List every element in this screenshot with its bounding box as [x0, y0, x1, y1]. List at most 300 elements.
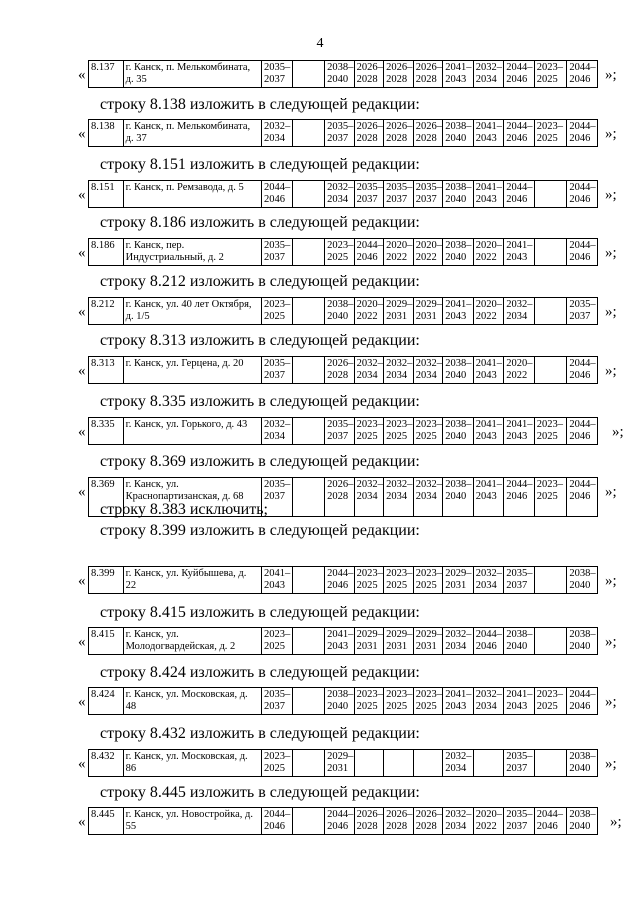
year-end: 2034	[475, 74, 497, 85]
year-range-cell	[473, 418, 504, 445]
year-end: 2037	[264, 370, 286, 381]
year-end: 2046	[356, 252, 378, 263]
year-start: 2020–	[475, 809, 502, 820]
year-start: 2041–	[506, 419, 533, 430]
year-range-cell	[473, 750, 504, 777]
year-range-cell	[354, 808, 384, 835]
year-range-cell	[292, 61, 325, 88]
year-range-cell	[413, 357, 443, 384]
year-end: 2022	[386, 252, 408, 263]
year-end: 2031	[386, 641, 408, 652]
year-start: 2035–	[506, 751, 533, 762]
year-range-cell	[567, 120, 598, 147]
year-end: 2025	[386, 431, 408, 442]
year-range-cell	[443, 61, 474, 88]
instruction-text: строку 8.383 исключить;	[100, 501, 268, 518]
year-range-cell	[534, 750, 567, 777]
table-row	[89, 628, 598, 655]
year-start: 2023–	[536, 62, 564, 73]
year-end: 2028	[327, 370, 349, 381]
year-start: 2023–	[415, 419, 442, 430]
year-range-cell	[534, 181, 567, 208]
year-range-cell	[384, 357, 414, 384]
year-range-cell	[354, 567, 384, 594]
schedule-table	[88, 627, 598, 655]
year-start: 2032–	[475, 689, 502, 700]
year-start: 2026–	[386, 809, 413, 820]
schedule-table	[88, 566, 598, 594]
year-end: 2040	[569, 821, 591, 832]
table-row	[89, 750, 598, 777]
year-start: 2041–	[475, 358, 502, 369]
year-range-cell	[354, 120, 384, 147]
year-range-cell	[504, 239, 535, 266]
year-end: 2034	[356, 370, 378, 381]
year-end: 2046	[475, 641, 497, 652]
year-start: 2044–	[569, 689, 596, 700]
year-start: 2023–	[327, 240, 354, 251]
year-start: 2029–	[327, 751, 354, 762]
year-range-cell	[262, 808, 293, 835]
address-cell: г. Канск, ул. Куйбышева, д. 22	[123, 567, 261, 594]
year-end: 2037	[506, 763, 528, 774]
year-end: 2037	[386, 194, 408, 205]
year-range-cell	[443, 750, 474, 777]
address-cell: г. Канск, п. Ремзавода, д. 5	[123, 181, 261, 208]
year-end: 2046	[569, 252, 591, 263]
year-end: 2028	[356, 133, 378, 144]
year-start: 2041–	[475, 419, 502, 430]
year-start: 2035–	[327, 121, 354, 132]
year-start: 2035–	[264, 62, 291, 73]
address-cell: г. Канск, п. Мелькомбината, д. 35	[123, 61, 261, 88]
year-end: 2040	[569, 763, 591, 774]
year-range-cell	[384, 61, 414, 88]
year-end: 2043	[506, 701, 528, 712]
table-row-block	[78, 297, 623, 323]
table-row-block	[78, 687, 623, 713]
year-start: 2038–	[445, 182, 472, 193]
year-range-cell	[354, 239, 384, 266]
year-start: 2041–	[445, 689, 472, 700]
year-end: 2025	[264, 641, 286, 652]
table-row-block	[78, 356, 623, 382]
year-range-cell	[504, 808, 535, 835]
year-range-cell	[473, 357, 504, 384]
year-end: 2034	[356, 491, 378, 502]
year-end: 2031	[386, 311, 408, 322]
year-start: 2044–	[569, 182, 596, 193]
year-start: 2023–	[415, 689, 442, 700]
page-number: 4	[316, 36, 324, 51]
table-row	[89, 688, 598, 715]
year-start: 2035–	[386, 182, 413, 193]
year-range-cell	[384, 418, 414, 445]
year-range-cell	[504, 688, 535, 715]
year-start: 2038–	[327, 689, 354, 700]
year-range-cell	[473, 61, 504, 88]
year-range-cell	[567, 750, 598, 777]
year-range-cell	[384, 181, 414, 208]
year-range-cell	[292, 298, 325, 325]
year-end: 2040	[327, 701, 349, 712]
year-range-cell	[473, 120, 504, 147]
year-range-cell	[567, 418, 598, 445]
year-start: 2020–	[356, 299, 383, 310]
year-range-cell	[473, 628, 504, 655]
year-range-cell	[413, 628, 443, 655]
year-end: 2037	[415, 194, 437, 205]
row-number-cell: 8.138	[89, 120, 124, 147]
year-start: 2038–	[506, 629, 533, 640]
year-range-cell	[504, 418, 535, 445]
year-start: 2044–	[506, 121, 533, 132]
year-end: 2031	[415, 311, 437, 322]
year-start: 2044–	[327, 568, 354, 579]
year-end: 2025	[415, 580, 437, 591]
year-start: 2035–	[327, 419, 354, 430]
year-end: 2034	[386, 491, 408, 502]
table-row	[89, 298, 598, 325]
year-start: 2044–	[569, 358, 596, 369]
year-start: 2032–	[445, 629, 472, 640]
year-end: 2025	[327, 252, 349, 263]
row-number-cell: 8.313	[89, 357, 124, 384]
table-row	[89, 120, 598, 147]
year-end: 2034	[445, 641, 467, 652]
quote-close-mark: »;	[605, 126, 617, 142]
year-range-cell	[534, 628, 567, 655]
quote-open-mark: «	[78, 187, 86, 203]
year-start: 2035–	[415, 182, 442, 193]
year-range-cell	[567, 298, 598, 325]
schedule-table	[88, 807, 598, 835]
quote-close-mark: »;	[605, 304, 617, 320]
year-range-cell	[292, 357, 325, 384]
year-range-cell	[567, 61, 598, 88]
year-range-cell	[443, 808, 474, 835]
table-row-block	[78, 749, 623, 775]
year-start: 2041–	[475, 182, 502, 193]
year-end: 2034	[327, 194, 349, 205]
year-range-cell	[325, 567, 355, 594]
year-end: 2046	[327, 580, 349, 591]
year-range-cell	[292, 750, 325, 777]
year-range-cell	[325, 808, 355, 835]
year-start: 2023–	[536, 419, 564, 430]
year-end: 2046	[536, 821, 558, 832]
year-range-cell	[534, 61, 567, 88]
year-end: 2043	[506, 431, 528, 442]
address-cell: г. Канск, ул. Московская, д. 48	[123, 688, 261, 715]
year-start: 2029–	[415, 299, 442, 310]
year-start: 2026–	[415, 62, 442, 73]
year-start: 2035–	[264, 358, 291, 369]
instruction-text: строку 8.151 изложить в следующей редакции:	[100, 156, 420, 173]
quote-open-mark: «	[78, 694, 86, 710]
year-end: 2046	[506, 74, 528, 85]
year-end: 2025	[356, 431, 378, 442]
instruction-text: строку 8.313 изложить в следующей редакции:	[100, 332, 420, 349]
year-start: 2032–	[475, 568, 502, 579]
year-start: 2032–	[415, 479, 442, 490]
year-start: 2044–	[356, 240, 383, 251]
year-end: 2040	[327, 311, 349, 322]
year-range-cell	[473, 567, 504, 594]
year-start: 2035–	[356, 182, 383, 193]
year-range-cell	[504, 181, 535, 208]
year-start: 2038–	[569, 568, 596, 579]
year-range-cell	[384, 628, 414, 655]
year-end: 2043	[475, 431, 497, 442]
year-range-cell	[534, 357, 567, 384]
year-range-cell	[325, 688, 355, 715]
year-range-cell	[473, 298, 504, 325]
table-row-block	[78, 566, 623, 592]
year-end: 2025	[536, 701, 558, 712]
year-end: 2040	[506, 641, 528, 652]
address-cell: г. Канск, п. Мелькомбината, д. 37	[123, 120, 261, 147]
year-start: 2044–	[506, 62, 533, 73]
year-range-cell	[292, 120, 325, 147]
year-range-cell	[354, 478, 384, 517]
year-end: 2031	[445, 580, 467, 591]
row-number-cell: 8.424	[89, 688, 124, 715]
year-end: 2034	[445, 821, 467, 832]
year-start: 2023–	[356, 419, 383, 430]
year-start: 2029–	[445, 568, 472, 579]
year-end: 2031	[415, 641, 437, 652]
year-range-cell	[325, 298, 355, 325]
year-end: 2025	[386, 701, 408, 712]
year-start: 2038–	[445, 240, 472, 251]
row-number-cell: 8.399	[89, 567, 124, 594]
year-start: 2032–	[415, 358, 442, 369]
year-end: 2037	[264, 491, 286, 502]
year-range-cell	[354, 418, 384, 445]
year-start: 2023–	[415, 568, 442, 579]
year-end: 2043	[475, 194, 497, 205]
schedule-table	[88, 749, 598, 777]
year-range-cell	[567, 567, 598, 594]
year-end: 2025	[536, 133, 558, 144]
table-row-block	[78, 60, 623, 85]
year-start: 2023–	[536, 479, 564, 490]
year-end: 2040	[569, 641, 591, 652]
year-start: 2029–	[386, 299, 413, 310]
year-start: 2044–	[569, 479, 596, 490]
year-range-cell	[325, 418, 355, 445]
year-range-cell	[292, 181, 325, 208]
year-start: 2044–	[264, 809, 291, 820]
year-start: 2026–	[327, 358, 354, 369]
year-end: 2022	[506, 370, 528, 381]
year-range-cell	[325, 181, 355, 208]
year-end: 2037	[327, 431, 349, 442]
year-range-cell	[504, 750, 535, 777]
year-range-cell	[325, 239, 355, 266]
quote-open-mark: «	[78, 245, 86, 261]
year-range-cell	[325, 357, 355, 384]
year-start: 2032–	[445, 751, 472, 762]
year-end: 2028	[386, 821, 408, 832]
table-row	[89, 357, 598, 384]
year-end: 2028	[386, 74, 408, 85]
year-range-cell	[443, 357, 474, 384]
year-start: 2038–	[327, 62, 354, 73]
year-range-cell	[384, 750, 414, 777]
quote-open-mark: «	[78, 424, 86, 440]
year-start: 2041–	[264, 568, 291, 579]
year-end: 2025	[536, 74, 558, 85]
year-end: 2046	[264, 194, 286, 205]
address-cell: г. Канск, ул. Горького, д. 43	[123, 418, 261, 445]
year-end: 2037	[264, 252, 286, 263]
year-end: 2043	[475, 133, 497, 144]
year-range-cell	[534, 567, 567, 594]
year-range-cell	[413, 181, 443, 208]
year-end: 2034	[506, 311, 528, 322]
year-start: 2044–	[327, 809, 354, 820]
year-start: 2032–	[264, 121, 291, 132]
year-range-cell	[354, 628, 384, 655]
table-row	[89, 61, 598, 88]
quote-open-mark: «	[78, 67, 86, 83]
year-range-cell	[443, 628, 474, 655]
year-start: 2026–	[356, 809, 383, 820]
address-cell: г. Канск, ул. 40 лет Октября, д. 1/5	[123, 298, 261, 325]
year-end: 2046	[569, 194, 591, 205]
year-start: 2026–	[386, 121, 413, 132]
year-range-cell	[473, 478, 504, 517]
year-start: 2038–	[569, 751, 596, 762]
year-start: 2038–	[569, 629, 596, 640]
year-start: 2041–	[445, 299, 472, 310]
year-start: 2044–	[569, 62, 596, 73]
row-number-cell: 8.415	[89, 628, 124, 655]
year-end: 2043	[445, 701, 467, 712]
year-end: 2040	[445, 431, 467, 442]
year-range-cell	[384, 239, 414, 266]
quote-open-mark: «	[78, 814, 86, 830]
quote-close-mark: »;	[605, 187, 617, 203]
year-range-cell	[262, 567, 293, 594]
instruction-text: строку 8.415 изложить в следующей редакции:	[100, 604, 420, 621]
year-range-cell	[443, 478, 474, 517]
year-start: 2032–	[264, 419, 291, 430]
year-start: 2044–	[506, 479, 533, 490]
quote-close-mark: »;	[612, 424, 624, 440]
table-row	[89, 567, 598, 594]
table-row-block	[78, 627, 623, 653]
schedule-table	[88, 687, 598, 715]
year-end: 2037	[327, 133, 349, 144]
row-number-cell: 8.137	[89, 61, 124, 88]
year-end: 2022	[475, 252, 497, 263]
year-end: 2034	[475, 701, 497, 712]
year-range-cell	[567, 688, 598, 715]
year-end: 2034	[415, 491, 437, 502]
row-number-cell: 8.186	[89, 239, 124, 266]
year-start: 2035–	[264, 689, 291, 700]
schedule-table	[88, 60, 598, 88]
year-end: 2034	[445, 763, 467, 774]
year-range-cell	[262, 298, 293, 325]
schedule-table	[88, 417, 598, 445]
year-range-cell	[473, 808, 504, 835]
year-range-cell	[262, 61, 293, 88]
year-end: 2034	[475, 580, 497, 591]
year-range-cell	[567, 628, 598, 655]
year-range-cell	[325, 628, 355, 655]
year-start: 2044–	[506, 182, 533, 193]
year-start: 2023–	[386, 689, 413, 700]
year-start: 2020–	[506, 358, 533, 369]
year-start: 2035–	[506, 809, 533, 820]
year-range-cell	[325, 61, 355, 88]
year-end: 2034	[415, 370, 437, 381]
year-range-cell	[384, 478, 414, 517]
year-end: 2043	[264, 580, 286, 591]
year-range-cell	[325, 750, 355, 777]
instruction-text: строку 8.445 изложить в следующей редакции:	[100, 784, 420, 801]
year-range-cell	[534, 418, 567, 445]
year-end: 2025	[415, 431, 437, 442]
year-start: 2032–	[327, 182, 354, 193]
year-range-cell	[567, 357, 598, 384]
year-range-cell	[473, 181, 504, 208]
year-start: 2032–	[386, 479, 413, 490]
row-number-cell: 8.151	[89, 181, 124, 208]
year-range-cell	[504, 478, 535, 517]
schedule-table	[88, 119, 598, 147]
year-end: 2046	[569, 74, 591, 85]
year-start: 2032–	[506, 299, 533, 310]
year-range-cell	[504, 357, 535, 384]
quote-close-mark: »;	[605, 245, 617, 261]
quote-close-mark: »;	[605, 573, 617, 589]
year-range-cell	[413, 418, 443, 445]
year-range-cell	[567, 181, 598, 208]
year-range-cell	[443, 239, 474, 266]
year-end: 2043	[445, 74, 467, 85]
year-end: 2040	[445, 252, 467, 263]
year-start: 2044–	[475, 629, 502, 640]
year-range-cell	[413, 567, 443, 594]
year-range-cell	[292, 688, 325, 715]
year-end: 2040	[445, 491, 467, 502]
instruction-text: строку 8.424 изложить в следующей редакции:	[100, 664, 420, 681]
row-number-cell: 8.369	[89, 478, 124, 517]
table-row-block	[78, 238, 623, 264]
year-start: 2029–	[415, 629, 442, 640]
year-start: 2032–	[386, 358, 413, 369]
year-range-cell	[443, 181, 474, 208]
year-end: 2025	[536, 491, 558, 502]
year-range-cell	[413, 298, 443, 325]
address-cell: г. Канск, пер. Индустриальный, д. 2	[123, 239, 261, 266]
year-end: 2037	[356, 194, 378, 205]
year-start: 2026–	[386, 62, 413, 73]
year-start: 2044–	[264, 182, 291, 193]
year-range-cell	[534, 120, 567, 147]
year-range-cell	[384, 120, 414, 147]
year-range-cell	[262, 688, 293, 715]
year-end: 2040	[445, 194, 467, 205]
quote-close-mark: »;	[605, 756, 617, 772]
year-start: 2038–	[445, 479, 472, 490]
year-end: 2028	[327, 491, 349, 502]
